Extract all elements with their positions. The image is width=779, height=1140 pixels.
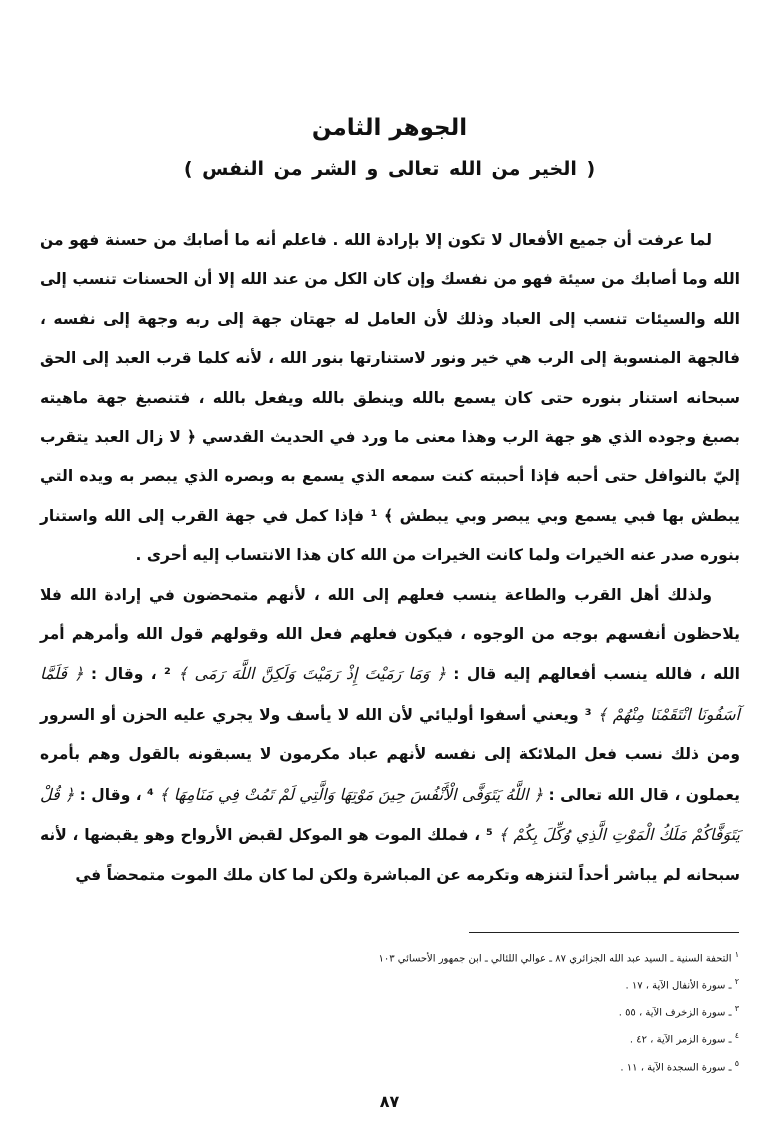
footnote-1 xyxy=(219,944,739,971)
footnote-2 xyxy=(219,971,739,998)
footnote-5 xyxy=(219,1053,739,1080)
footnote-3 xyxy=(219,998,739,1025)
footnote-marker: ٥ xyxy=(734,1058,739,1068)
paragraph-1: لما عرفت أن جميع الأفعال لا تكون إلا بإرادة الله . فاعلم أنه ما أصابك من حسنة فهو من الله وما أصابك من سيئة فهو من نفسك وإن كان الكل من عند الله إلا أن الحسنات تنسب إلى الله والسيئات تنسب إلى العباد وذلك لأن العامل له جهتان جهة إلى ربه وجهة إلى نفسه ، فالجهة المنسوبة إلى الرب هي خير ونور لاستنارتها بنور الله ، لأنه كلما قرب العبد إلى الحق سبحانه استنار بنوره حتى كان يسمع بالله وينطق بالله ويفعل بالله ، فتنصبغ جهة ماهيته بصبغ وجوده الذي هو جهة الرب وهذا معنى ما ورد في الحديث القدسي ﴿ لا زال العبد يتقرب إليّ بالنوافل حتى أحبه فإذا أحببته كنت سمعه الذي يسمع به وبصره الذي يبصر به ويده التي يبطش بها فبي يسمع وبي يبصر وبي يبطش ﴾ ¹ فإذا كمل في جهة القرب إلى الله واستنار بنوره صدر عنه الخيرات ولما كانت الخيرات من الله كان هذا الانتساب إليه أحرى . xyxy=(40,231,740,565)
quran-quote-4: ﴿ قُلْ يَتَوَفَّاكُمْ مَلَكُ الْمَوْتِ الَّذِي وُكِّلَ بِكُمْ ﴾ xyxy=(40,784,740,845)
footnote-text: ـ سورة السجدة الآية ، ١١ . xyxy=(620,1061,732,1073)
footnote-4 xyxy=(219,1025,739,1052)
chapter-subtitle: ( الخير من الله تعالى و الشر من النفس ) xyxy=(183,158,596,180)
main-text xyxy=(40,221,740,895)
page-number: ٨٧ xyxy=(379,1092,400,1111)
chapter-title: الجوهر الثامن xyxy=(311,115,468,141)
footnotes xyxy=(219,944,739,1080)
footnote-marker: ١ xyxy=(734,950,739,959)
footnote-text: ـ سورة الزمر الآية ، ٤٢ . xyxy=(629,1034,732,1046)
paragraph-2-text-c: ³ ويعني أسفوا أوليائي لأن الله لا يأسف ولا يجري عليه الحزن أو السرور ومن ذلك نسب فعل الملائكة إلى نفسه لأنهم عباد مكرمون لا يسبقونه بالقول وهم بأمره يعملون ، قال الله تعالى : xyxy=(40,705,741,804)
footnote-text: ـ سورة الأنفال الآية ، ١٧ . xyxy=(625,980,732,992)
paragraph-2 xyxy=(40,576,740,895)
quran-quote-3: ﴿ اللَّهُ يَتَوَفَّى الْأَنْفُسَ حِينَ مَوْتِهَا وَالَّتِي لَمْ تَمُتْ فِي مَنَامِهَا ﴾ xyxy=(159,784,544,804)
footnote-marker: ٤ xyxy=(734,1031,739,1041)
paragraph-2-text-e: ⁵ ، فملك الموت هو الموكل لقبض الأرواح وهو يقبضها ، لأنه سبحانه لم يباشر أحداً لتنزهه وتكرمه عن المباشرة ولكن لما كان ملك الموت متمحضاً في xyxy=(40,826,740,884)
footnote-marker: ٣ xyxy=(734,1004,739,1014)
paragraph-2-text-a: ولذلك أهل القرب والطاعة ينسب فعلهم إلى الله ، لأنهم متمحضون في إرادة الله فلا يلاحظون أنفسهم بوجه من الوجوه ، فيكون فعلهم فعل الله وقولهم قول الله وأمرهم أمر الله ، فالله ينسب أفعالهم إليه قال : xyxy=(40,585,740,684)
footnote-text: التحفة السنية ـ السيد عبد الله الجزائري ٨٧ ـ عوالي اللئالي ـ ابن جمهور الأحسائي ١٠٣ xyxy=(378,953,732,965)
quran-quote-2: ﴿ فَلَمَّا آسَفُونَا انْتَقَمْنَا مِنْهُمْ ﴾ xyxy=(40,664,740,724)
footnote-text: ـ سورة الزخرف الآية ، ٥٥ . xyxy=(618,1007,732,1019)
footnote-divider xyxy=(469,932,739,933)
footnote-marker: ٢ xyxy=(734,977,739,987)
quran-quote-1: ﴿ وَمَا رَمَيْتَ إِذْ رَمَيْتَ وَلَكِنَّ اللَّهَ رَمَى ﴾ xyxy=(178,664,446,684)
paragraph-2-text-d: ⁴ ، وقال : xyxy=(74,785,160,804)
paragraph-2-text-b: ² ، وقال : xyxy=(83,665,179,684)
